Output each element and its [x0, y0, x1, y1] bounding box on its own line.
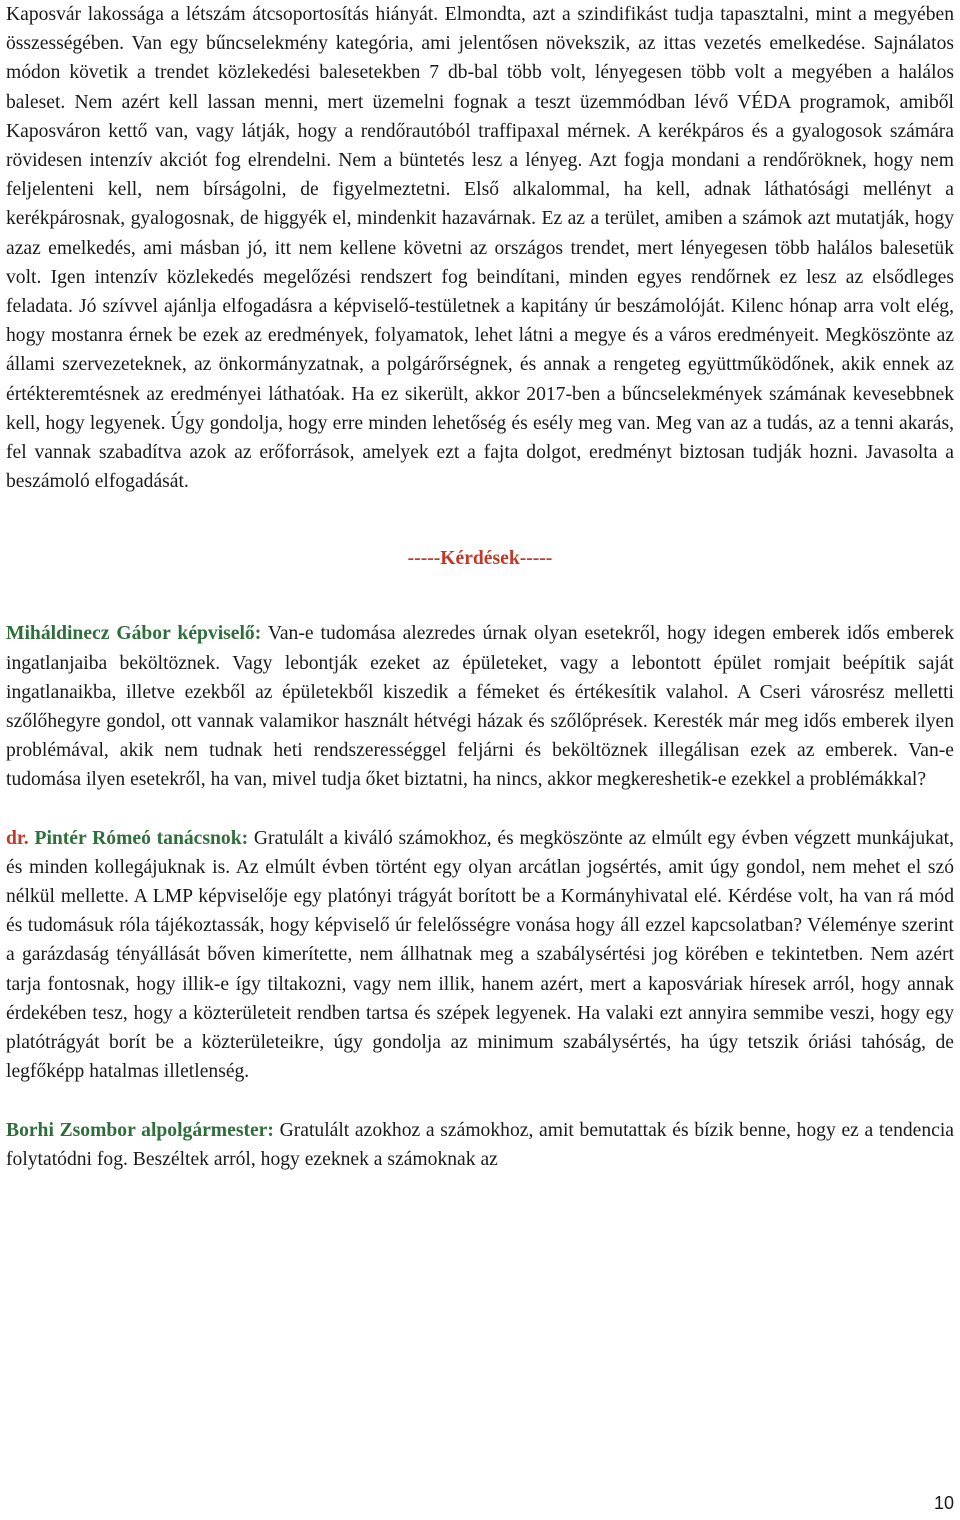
speech-paragraph-mihaldinecz: [6, 619, 954, 794]
speaker-title-prefix: dr.: [6, 827, 29, 849]
section-heading: -----Kérdések-----: [407, 548, 553, 570]
speech-text: Gratulált a kiváló számokhoz, és megköszönte az elmúlt egy évben végzett munkájukat, és minden kollegájuknak is. Az elmúlt évben történt egy olyan arcátlan jogsértés, amit úgy gondol, nem mehet el szó nélkül mellette. A LMP képviselője egy platónyi trágyát borított be a Kormányhivatal elé. Kérdése volt, ha van rá mód és tudomásuk róla tájékoztassák, hogy képviselő úr felelősségre vonása hogy áll ezzel kapcsolatban? Véleménye szerint a garázdaság tényállását bőven kimerítette, nem állhatnak meg a szabálysértési jog körében e tekintetben. Nem azért tarja fontosnak, hogy illik-e így tiltakozni, vagy nem illik, hanem azért, mert a kaposváriak híresek arról, hogy annak érdekében tesz, hogy a közterületeit rendben tartsa és szépek legyenek. Ha valaki ezt annyira semmibe veszi, hogy egy platótrágyát borít be a közterületeikre, úgy gondolja az minimum szabálysértés, ha úgy tetszik óriási tahóság, de legfőképp hatalmas illetlenség.: [6, 827, 954, 1083]
page-number: 10: [933, 1493, 954, 1513]
speech-paragraph-borhi: [6, 1116, 954, 1174]
speech-paragraph-pinter: [6, 824, 954, 1087]
speaker-name: Miháldinecz Gábor képviselő:: [6, 623, 262, 645]
intro-paragraph: Kaposvár lakossága a létszám átcsoportosítás hiányát. Elmondta, azt a szindifikást tudja tapasztalni, mint a megyében összességében. Van egy bűncselekmény kategória, ami jelentősen növekszik, az ittas vezetés emelkedése. Sajnálatos módon követik a trendet közlekedési balesetekben 7 db-bal több volt, lényegesen több volt a megyében a halálos baleset. Nem azért kell lassan menni, mert üzemelni fognak a teszt üzemmódban lévő VÉDA programok, amiből Kaposváron kettő van, vagy látják, hogy a rendőrautóból traffipaxal mérnek. A kerékpáros és a gyalogosok számára rövidesen intenzív akciót fog elrendelni. Nem a büntetés lesz a lényeg. Azt fogja mondani a rendőröknek, hogy nem feljelenteni kell, nem bírságolni, de figyelmeztetni. Első alkalommal, ha kell, adnak láthatósági mellényt a kerékpárosnak, gyalogosnak, de higgyék el, mindenkit hazavárnak. Ez az a terület, amiben a számok azt mutatják, hogy azaz emelkedés, ami másban jó, itt nem kellene követni az országos trendet, mert lényegesen több halálos balesetük volt. Igen intenzív közlekedés megelőzési rendszert fog beindítani, minden egyes rendőrnek ez lesz az elsődleges feladata. Jó szívvel ajánlja elfogadásra a képviselő-testületnek a kapitány úr beszámolóját. Kilenc hónap arra volt elég, hogy mostanra érnek be ezek az eredmények, folyamatok, lehet látni a megye és a város eredményeit. Megköszönte az állami szervezeteknek, az önkormányzatnak, a polgárőrségnek, és annak a rengeteg együttműködőnek, akik ennek az értékteremtésnek az eredményei láthatóak. Ha ez sikerült, akkor 2017-ben a bűncselekmények számának kevesebbnek kell, hogy legyenek. Úgy gondolja, hogy erre minden lehetőség és esély meg van. Meg van az a tudás, az a tenni akarás, fel vannak szabadítva azok az erőforrások, amelyek ezt a fajta dolgot, eredményt biztosan tudják hozni. Javasolta a beszámoló elfogadását.: [6, 4, 954, 493]
speaker-name: Borhi Zsombor alpolgármester:: [6, 1119, 274, 1141]
speaker-name: [6, 828, 248, 849]
document-page: [6, 0, 954, 1174]
speech-text: Van-e tudomása alezredes úrnak olyan esetekről, hogy idegen emberek idős emberek ingatlanjaiba beköltöznek. Vagy lebontják ezeket az épületeket, vagy a lebontott épület romjait beépítik saját ingatlanaikba, illetve ezekből az épületekből kiszedik a fémeket és értékesítik valahol. A Cseri városrész melletti szőlőhegyre gondol, ott vannak valamikor használt hétvégi házak és szőlőprések. Keresték már meg idős emberek ilyen problémával, akik nem tudnak heti rendszerességgel feljárni és beköltöznek illegálisan ezek az emberek. Van-e tudomása ilyen esetekről, ha van, mivel tudja őket biztatni, ha nincs, akkor megkereshetik-e ezekkel a problémákkal?: [6, 623, 954, 791]
speaker-name-text: Pintér Rómeó tanácsnok:: [28, 827, 249, 849]
speech-text: Gratulált azokhoz a számokhoz, amit bemutattak és bízik benne, hogy ez a tendencia folytatódni fog. Beszéltek arról, hogy ezeknek a számoknak az: [6, 1119, 954, 1170]
